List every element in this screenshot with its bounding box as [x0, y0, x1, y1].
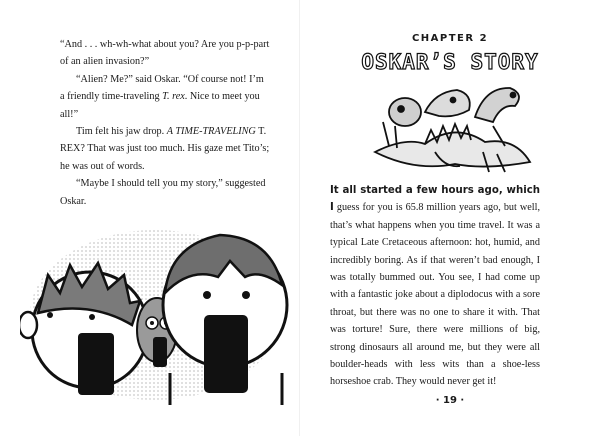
page-number: · 19 · — [435, 395, 465, 406]
three-kids-shocked-illustration — [20, 205, 290, 405]
chapter-label: CHAPTER 2 — [411, 33, 489, 44]
paragraph-3: Tim felt his jaw drop. A TIME-TRAVELING T. REX? That was just too much. His gaze met Tito’s; he was out of words. — [60, 126, 270, 172]
paragraph-4: “Maybe I should tell you my story,” suggested Oskar. — [60, 178, 266, 207]
paragraph-2: “Alien? Me?” said Oskar. “Of course not! I’m a friendly time-traveling T. rex. Nice to meet you all!” — [60, 73, 264, 120]
body-text: guess for you is 65.8 million years ago, but well, that’s what happens when you time travel. It was a typical Late Cretaceous afternoon: hot, humid, and incredibly boring. As if that weren’t bad enough, I was totally bummed out. You see, I had come up with a fantastic joke about a diplodocus with a sore throat, but there was no one to share it with. That was torture! Sure, there were millions of big, strong dinosaurs all around me, but they were all boulder-heads with less wits than a shoe-less horseshoe crab. They would never get it! — [330, 202, 540, 388]
left-page-text — [60, 36, 270, 210]
lead-in-text: It all started a few hours ago, which I — [330, 185, 540, 214]
chapter-body-text — [330, 182, 540, 391]
paragraph-1: “And . . . wh-wh-what about you? Are you p-p-part of an alien invasion?” — [60, 39, 270, 68]
dinosaur-group-illustration — [365, 82, 535, 177]
chapter-title: OSKAR’S STORY — [361, 50, 539, 74]
